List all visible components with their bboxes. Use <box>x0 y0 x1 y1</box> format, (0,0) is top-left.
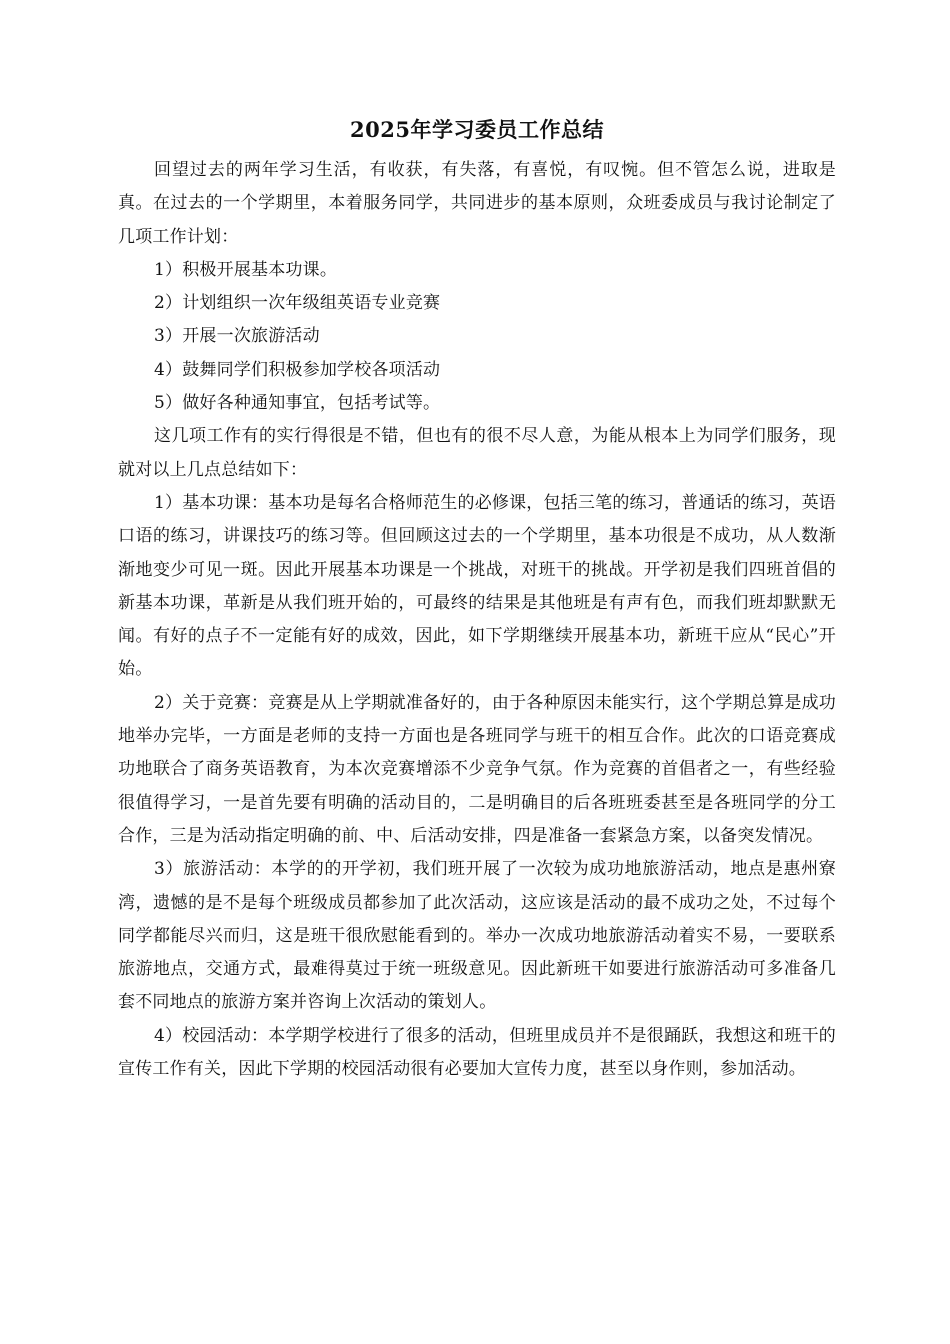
plan-item-2: 2）计划组织一次年级组英语专业竞赛 <box>154 293 441 314</box>
section-travel: 3）旅游活动：本学的的开学初，我们班开展了一次较为成功地旅游活动，地点是惠州寮湾，遗憾的是不是每个班级成员都参加了此次活动，这应该是活动的最不成功之处，不过每个同学都能尽兴而归，这是班干很欣慰能看到的。举办一次成功地旅游活动着实不易，一要联系旅游地点，交通方式，最难得莫过于统一班级意见。因此新班干如要进行旅游活动可多准备几套不同地点的旅游方案并咨询上次活动的策划人。 <box>118 859 836 1013</box>
summary-intro-paragraph: 这几项工作有的实行得很是不错，但也有的很不尽人意，为能从根本上为同学们服务，现就对以上几点总结如下： <box>118 426 836 480</box>
plan-item-5: 5）做好各种通知事宜，包括考试等。 <box>154 393 441 414</box>
plan-item-4: 4）鼓舞同学们积极参加学校各项活动 <box>154 359 441 380</box>
section-basic-skills: 1）基本功课：基本功是每名合格师范生的必修课，包括三笔的练习，普通话的练习，英语口语的练习，讲课技巧的练习等。但回顾这过去的一个学期里，基本功很是不成功，从人数渐渐地变少可见一斑。因此开展基本功课是一个挑战，对班干的挑战。开学初是我们四班首倡的新基本功课，革新是从我们班开始的，可最终的结果是其他班是有声有色，而我们班却默默无闻。有好的点子不一定能有好的成效，因此，如下学期继续开展基本功，新班干应从“民心”开始。 <box>118 492 836 680</box>
plan-item-1: 1）积极开展基本功课。 <box>154 259 338 280</box>
section-competition: 2）关于竞赛：竞赛是从上学期就准备好的，由于各种原因未能实行，这个学期总算是成功地举办完毕，一方面是老师的支持一方面也是各班同学与班干的相互合作。此次的口语竞赛成功地联合了商务英语教育，为本次竞赛增添不少竞争气氛。作为竞赛的首倡者之一，有些经验很值得学习，一是首先要有明确的活动目的，二是明确目的后各班班委甚至是各班同学的分工合作，三是为活动指定明确的前、中、后活动安排，四是准备一套紧急方案，以备突发情况。 <box>118 692 836 846</box>
section-campus-activities: 4）校园活动：本学期学校进行了很多的活动，但班里成员并不是很踊跃，我想这和班干的宣传工作有关，因此下学期的校园活动很有必要加大宣传力度，甚至以身作则，参加活动。 <box>118 1025 836 1080</box>
plan-item-3: 3）开展一次旅游活动 <box>154 326 320 347</box>
intro-paragraph: 回望过去的两年学习生活，有收获，有失落，有喜悦，有叹惋。但不管怎么说，进取是真。在过去的一个学期里，本着服务同学，共同进步的基本原则，众班委成员与我讨论制定了几项工作计划： <box>118 160 836 247</box>
document-page <box>118 112 836 1086</box>
document-title: 2025年学习委员工作总结 <box>350 117 604 142</box>
